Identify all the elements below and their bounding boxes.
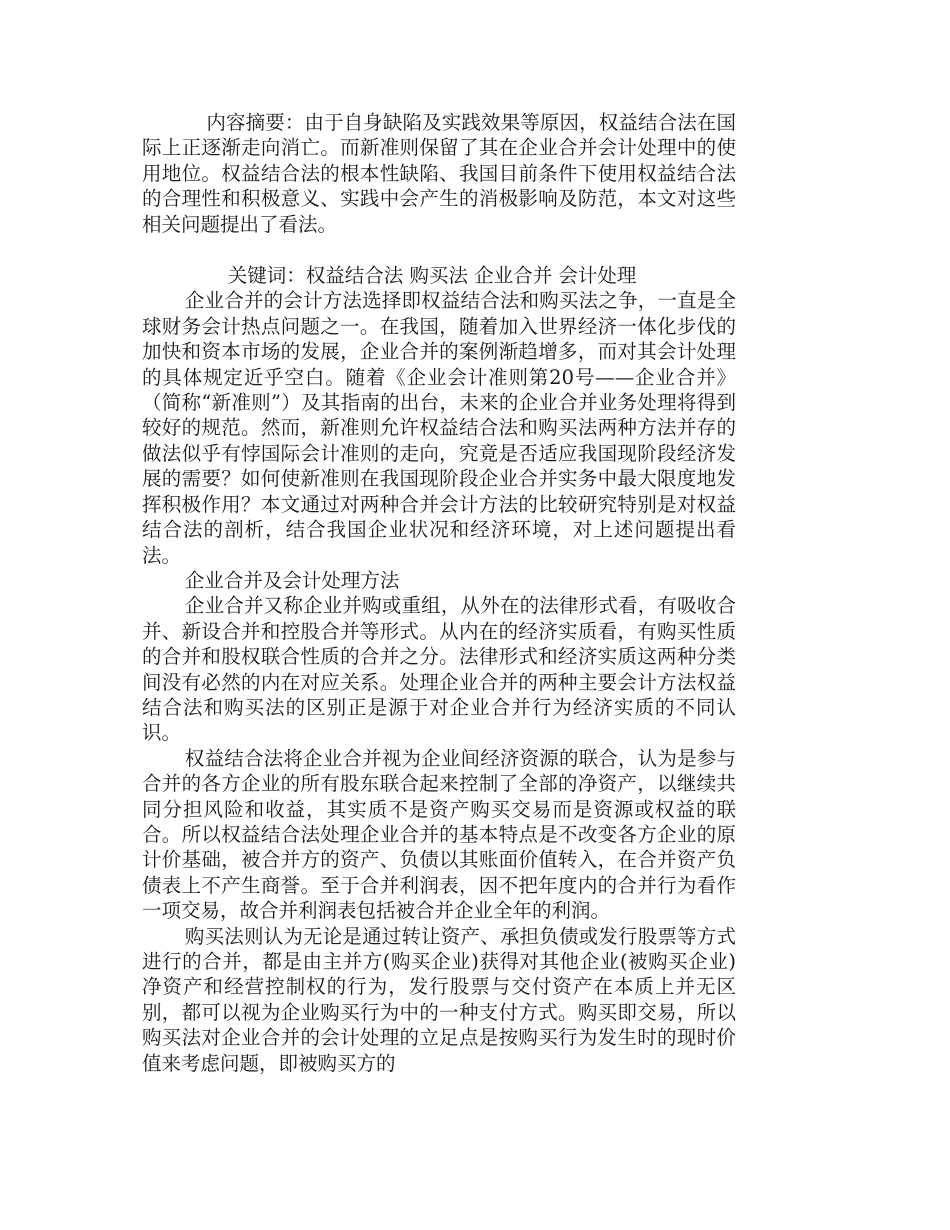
- document-page: [142, 110, 736, 1076]
- purchase-paragraph: 购买法则认为无论是通过转让资产、承担负债或发行股票等方式进行的合并，都是由主并方(购买企业)获得对其他企业(被购买企业)净资产和经营控制权的行为，发行股票与交付资产在本质上并无区别，都可以视为企业购买行为中的一种支付方式。购买即交易，所以购买法对企业合并的会计处理的立足点是按购买行为发生时的现时价值来考虑问题，即被购买方的: [142, 924, 736, 1075]
- section-heading: 企业合并及会计处理方法: [184, 568, 400, 592]
- keywords-line: 关键词：权益结合法 购买法 企业合并 会计处理: [227, 264, 637, 288]
- intro-paragraph: 企业合并的会计方法选择即权益结合法和购买法之争，一直是全球财务会计热点问题之一。在我国，随着加入世界经济一体化步伐的加快和资本市场的发展，企业合并的案例渐趋增多，而对其会计处理的具体规定近乎空白。随着《企业会计准则第20号——企业合并》（简称“新准则”）及其指南的出台，未来的企业合并业务处理将得到较好的规范。然而，新准则允许权益结合法和购买法两种方法并存的做法似乎有悖国际会计准则的走向，究竟是否适应我国现阶段经济发展的需要？如何使新准则在我国现阶段企业合并实务中最大限度地发挥积极作用？本文通过对两种合并会计方法的比较研究特别是对权益结合法的剖析，结合我国企业状况和经济环境，对上述问题提出看法。: [142, 289, 736, 567]
- pooling-paragraph: 权益结合法将企业合并视为企业间经济资源的联合，认为是参与合并的各方企业的所有股东联合起来控制了全部的净资产，以继续共同分担风险和收益，其实质不是资产购买交易而是资源或权益的联合。所以权益结合法处理企业合并的基本特点是不改变各方企业的原计价基础，被合并方的资产、负债以其账面价值转入，在合并资产负债表上不产生商誉。至于合并利润表，因不把年度内的合并行为看作一项交易，故合并利润表包括被合并企业全年的利润。: [142, 746, 736, 923]
- merger-paragraph: 企业合并又称企业并购或重组，从外在的法律形式看，有吸收合并、新设合并和控股合并等形式。从内在的经济实质看，有购买性质的合并和股权联合性质的合并之分。法律形式和经济实质这两种分类间没有必然的内在对应关系。处理企业合并的两种主要会计方法权益结合法和购买法的区别正是源于对企业合并行为经济实质的不同认识。: [142, 594, 736, 745]
- abstract-paragraph: 内容摘要：由于自身缺陷及实践效果等原因，权益结合法在国际上正逐渐走向消亡。而新准则保留了其在企业合并会计处理中的使用地位。权益结合法的根本性缺陷、我国目前条件下使用权益结合法的合理性和积极意义、实践中会产生的消极影响及防范，本文对这些相关问题提出了看法。: [142, 111, 736, 236]
